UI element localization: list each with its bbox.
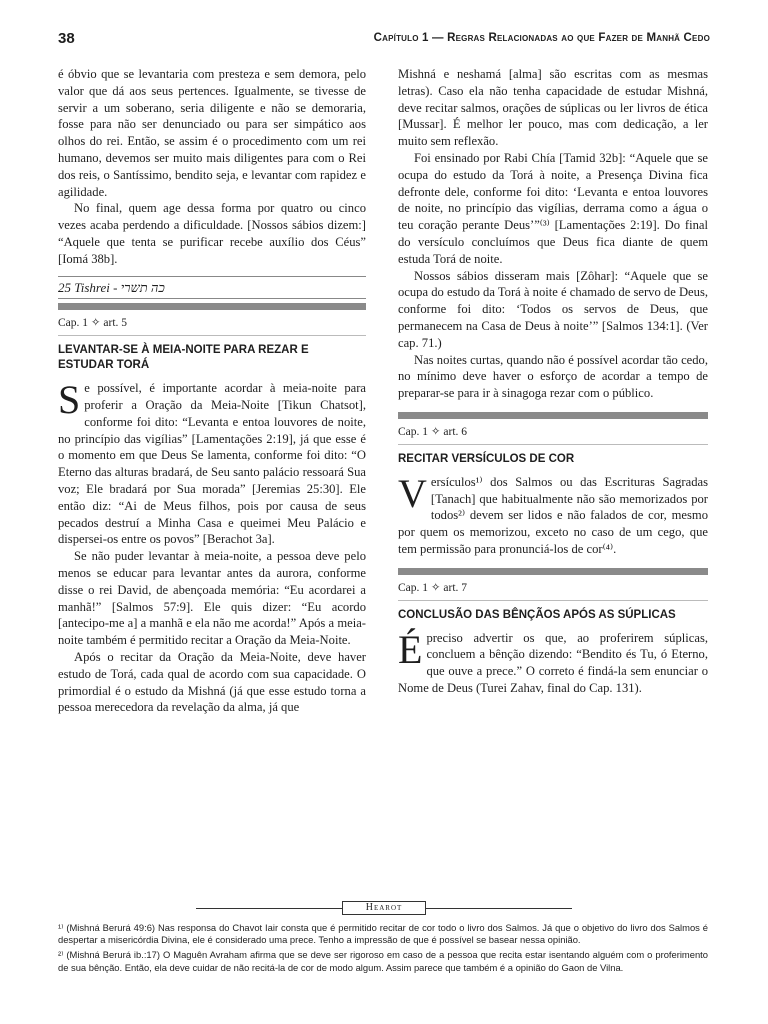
paragraph-text: ersículos¹⁾ dos Salmos ou das Escrituras Sagradas [Tanach] que habitualmente não são memorizados por todos²⁾ devem ser lidos e não falados de cor, mesmo por quem os memorizou, exceto no caso de um cego, que tem permissão para pronunciá-los de cor⁽⁴⁾. [398, 474, 708, 556]
paragraph [58, 377, 366, 548]
section-divider [398, 412, 708, 419]
chapter-article-label: Cap. 1 ✧ art. 5 [58, 317, 128, 330]
drop-cap: S [58, 377, 81, 423]
running-header: Capítulo 1 — Regras Relacionadas ao que Fazer de Manhã Cedo [373, 32, 710, 44]
footnote-label: Hearot [342, 901, 426, 915]
footnote: ²⁾ (Mishná Berurá ib.:17) O Maguên Avraham afirma que se deve ser rigoroso em caso de a pessoa que recita estar isentando alguém com o proferimento de sua bênção. Então, ela deve cuidar de não recitá-la de cor de modo algum. Assim parece que também é a opinião do Gaon de Vilna. [58, 949, 708, 973]
drop-cap: É [398, 626, 423, 672]
footnote-divider [196, 903, 572, 913]
section-heading: LEVANTAR-SE À MEIA-NOITE PARA REZAR E ESTUDAR TORÁ [58, 344, 309, 372]
paragraph: Foi ensinado por Rabi Chía [Tamid 32b]: “Aquele que se ocupa do estudo da Torá à noite, a Presença Divina fica defronte dele, conforme foi dito: ‘Levanta e entoa louvores de noite, no princípio das vigílias, derrama como a água o teu coração perante Deus’”⁽³⁾ [Lamentações 2:19]. Do final do versículo concluímos que Deus fica diante de quem estuda Torá de noite. [398, 150, 708, 266]
left-column [58, 66, 366, 716]
section-heading: RECITAR VERSÍCULOS DE COR [398, 452, 575, 465]
paragraph: No final, quem age dessa forma por quatro ou cinco vezes acaba perdendo a dificuldade. [Nossos sábios dizem:] “Aquele que tenta se purificar recebe auxílio dos Céus” [Iomá 38b]. [58, 201, 366, 266]
paragraph: é óbvio que se levantaria com presteza e sem demora, pelo valor que dá aos seus pertences. Igualmente, se tivesse de servir a um soberano, seria diligente e não se demoraria, fosse para não ser denunciado ou para ser simpático aos olhos do rei. Então, se assim é o procedimento com um rei humano, devemos ser muito mais diligentes para com o Rei dos reis, o Santíssimo, bendito seja, e levantar com rapidez e agilidade. [58, 67, 366, 199]
page-number: 38 [58, 30, 75, 47]
section-rule [398, 444, 708, 445]
right-column [398, 66, 708, 697]
chapter-article-label: Cap. 1 ✧ art. 7 [398, 581, 468, 594]
footnote: ¹⁾ (Mishná Berurá 49:6) Nas responsa do Chavot Iair consta que é permitido recitar de cor todo o livro dos Salmos. Já que o objetivo do livro dos Salmos é despertar a misericórdia Divina, ele é considerado uma prece. Tenho a impressão de que é possível se basear nessa opinião. [58, 922, 708, 946]
section-heading: CONCLUSÃO DAS BÊNÇÃOS APÓS AS SÚPLICAS [398, 608, 676, 621]
paragraph: Nossos sábios disseram mais [Zôhar]: “Aquele que se ocupa do estudo da Torá à noite é chamado de servo de Deus, conforme foi dito: ‘Todos os servos de Deus, que permanecem na Casa de Deus à noite’” [Salmos 134:1]. (Ver cap. 71.) [398, 268, 708, 350]
paragraph: Se não puder levantar à meia-noite, a pessoa deve pelo menos se educar para levantar antes da aurora, conforme disse o rei David, de abençoada memória: “Eu acordarei a manhã!” [Salmos 57:9]. Ele quis dizer: “Eu acordo [antecipo-me a] a manhã e ela não me acorda!” Após a meia-noite também é permitido recitar a Oração da Meia-Noite. [58, 549, 366, 648]
section-rule [58, 335, 366, 336]
paragraph: Nas noites curtas, quando não é possível acordar tão cedo, no mínimo deve haver o esforço de acordar a tempo de preparar-se para ir à sinagoga rezar com o público. [398, 352, 708, 401]
paragraph: Mishná e neshamá [alma] são escritas com as mesmas letras). Caso ela não tenha capacidade de estudar Mishná, deve recitar salmos, orações de súplicas ou ler livros de ética [Mussar]. É melhor ler pouco, mas com dedicação, a ler muito sem reflexão. [398, 67, 708, 149]
paragraph [398, 470, 708, 558]
chapter-article-label: Cap. 1 ✧ art. 6 [398, 425, 468, 438]
paragraph-text: e possível, é importante acordar à meia-noite para proferir a Oração da Meia-Noite [Tikun Chatsot], conforme foi dito: “Levanta e entoa louvores de noite, no princípio das vigílias” [Lamentações 2:19], já que esse é o momento em que Deus Se lamenta, conforme foi dito: “O Eterno das alturas bradará, de Seu santo palácio ressoará Sua voz; Ele bradará por Sua morada” [Jeremias 25:30]. Ele então diz: “Ai de Meus filhos, pois por causa de seus pecados destruí a Minha Casa e queimei Meu Palácio e dispersei-os entre os povos” [Berachot 3a]. [58, 381, 366, 547]
paragraph-text: preciso advertir os que, ao proferirem súplicas, concluem a bênção dizendo: “Bendito és Tu, ó Eterno, que ouve a prece.” O correto é findá-la sem enunciar o Nome de Deus (Turei Zahav, final do Cap. 131). [398, 630, 708, 695]
drop-cap: V [398, 470, 427, 516]
paragraph [398, 626, 708, 697]
section-divider [58, 303, 366, 310]
section-rule [398, 600, 708, 601]
section-divider [398, 568, 708, 575]
footnotes [58, 922, 708, 977]
paragraph: Após o recitar da Oração da Meia-Noite, deve haver estudo de Torá, cada qual de acordo com sua capacidade. O primordial é o estudo da Mishná (já que esse estudo torna a pessoa merecedora da revelação da alma, já que [58, 649, 366, 715]
hebrew-date: 25 Tishrei - כה תשרי [58, 276, 366, 300]
